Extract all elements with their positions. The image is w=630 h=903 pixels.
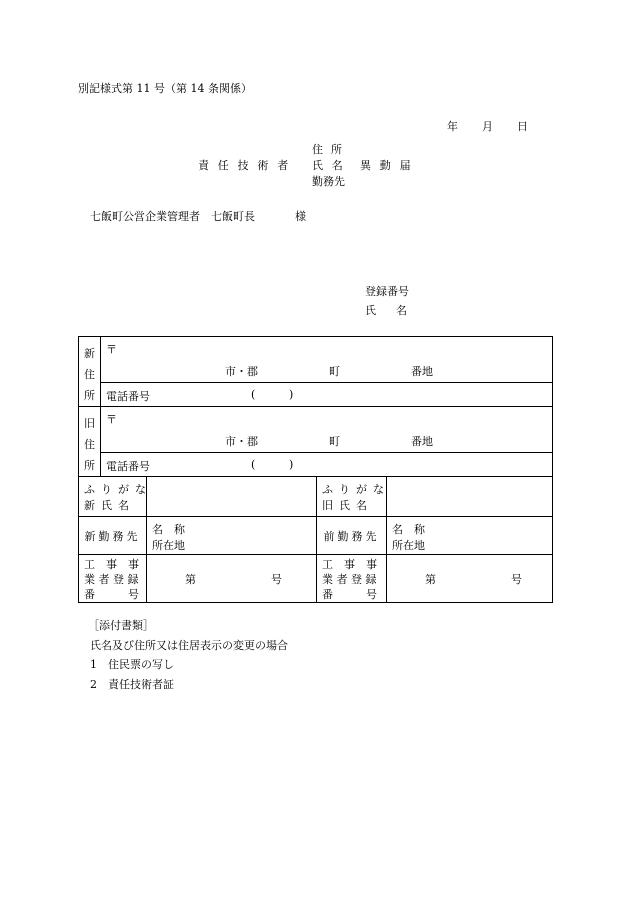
attachment-item-number: 2 [90, 678, 97, 691]
new-name-furigana: ふりがな [84, 483, 152, 496]
new-tel-field[interactable] [101, 382, 553, 406]
applicant-reg-number-label: 登録番号 [365, 285, 409, 298]
old-address-label-3: 所 [84, 459, 95, 472]
new-office-location-label: 所在地 [152, 539, 185, 552]
title-option-name: 氏名 [312, 159, 352, 172]
new-tel-label: 電話番号 [106, 389, 150, 403]
old-lot-label: 番地 [411, 435, 433, 448]
old-tel-close: ) [289, 457, 294, 471]
reg-left-go: 号 [271, 573, 282, 586]
new-lot-label: 番地 [411, 365, 433, 378]
date-month: 月 [482, 120, 493, 133]
applicant-name-label: 氏名 [365, 304, 427, 317]
title-option-address: 住所 [312, 143, 350, 156]
date-line [447, 118, 528, 134]
old-name-furigana: ふりがな [322, 483, 390, 496]
new-office-label: 新勤務先 [79, 517, 147, 555]
old-office-label: 前勤務先 [317, 517, 387, 555]
reg-left-dai: 第 [185, 573, 196, 586]
reg-right-label [317, 555, 387, 603]
new-office-field[interactable] [147, 517, 317, 555]
reg-right-go: 号 [511, 573, 522, 586]
title-main: 責任技術者 [198, 159, 297, 172]
old-office-location-label: 所在地 [392, 539, 425, 552]
reg-right-dai: 第 [425, 573, 436, 586]
attachment-item [90, 656, 174, 672]
new-address-label [79, 337, 101, 407]
reg-left-label-2: 業 者 登 録 [84, 573, 139, 586]
new-name-label [79, 477, 152, 517]
old-name-field[interactable] [387, 477, 553, 517]
attachment-item-text: 責任技術者証 [108, 678, 174, 691]
new-name-field[interactable] [147, 477, 317, 517]
new-address-label-2: 住 [84, 368, 95, 381]
reg-right-label-2: 業 者 登 録 [322, 573, 377, 586]
old-name-label [317, 477, 390, 517]
new-tel-close: ) [289, 387, 294, 401]
attachment-item [90, 676, 174, 692]
old-name-text: 旧氏名 [322, 499, 373, 512]
old-address-label-2: 住 [84, 438, 95, 451]
reg-right-label-3: 番 号 [322, 588, 377, 601]
new-town-label: 町 [329, 365, 340, 378]
new-address-label-3: 所 [84, 389, 95, 402]
title-option-office: 勤務先 [312, 175, 345, 188]
new-tel-open: ( [251, 387, 256, 401]
addressee-honorific: 様 [295, 210, 306, 223]
old-office-field[interactable] [387, 517, 553, 555]
reg-right-label-1: 工 事 事 [322, 558, 377, 571]
old-address-label [79, 407, 101, 477]
old-town-label: 町 [329, 435, 340, 448]
old-tel-label: 電話番号 [106, 459, 150, 473]
new-address-label-1: 新 [84, 347, 95, 360]
reg-left-label [79, 555, 147, 603]
old-office-name-label: 名 称 [392, 523, 425, 536]
attachments-heading: ［添付書類］ [88, 619, 154, 632]
new-name-text: 新氏名 [84, 499, 135, 512]
attachment-item-text: 住民票の写し [108, 658, 174, 671]
reg-left-label-3: 番 号 [84, 588, 139, 601]
attachment-item-number: 1 [90, 658, 97, 671]
form-title [198, 141, 458, 191]
new-city-label: 市・郡 [225, 365, 258, 378]
old-city-label: 市・郡 [225, 435, 258, 448]
new-postal-mark: 〒 [106, 343, 117, 356]
old-tel-field[interactable] [101, 452, 553, 476]
reg-left-label-1: 工 事 事 [84, 558, 139, 571]
title-suffix: 異動届 [360, 159, 420, 172]
reg-left-field[interactable] [147, 555, 317, 603]
reg-right-field[interactable] [387, 555, 553, 603]
date-day: 日 [517, 120, 528, 133]
old-address-field[interactable] [101, 407, 553, 453]
new-address-field[interactable] [101, 337, 553, 383]
new-office-name-label: 名 称 [152, 523, 185, 536]
change-form-table [78, 336, 553, 603]
addressee [90, 208, 306, 224]
attachments-condition: 氏名及び住所又は住居表示の変更の場合 [90, 639, 288, 652]
old-address-label-1: 旧 [84, 417, 95, 430]
old-postal-mark: 〒 [106, 413, 117, 426]
old-tel-open: ( [251, 457, 256, 471]
addressee-text: 七飯町公営企業管理者 七飯町長 [90, 210, 255, 223]
form-reference: 別記様式第 11 号（第 14 条関係） [78, 82, 252, 95]
date-year: 年 [447, 120, 458, 133]
